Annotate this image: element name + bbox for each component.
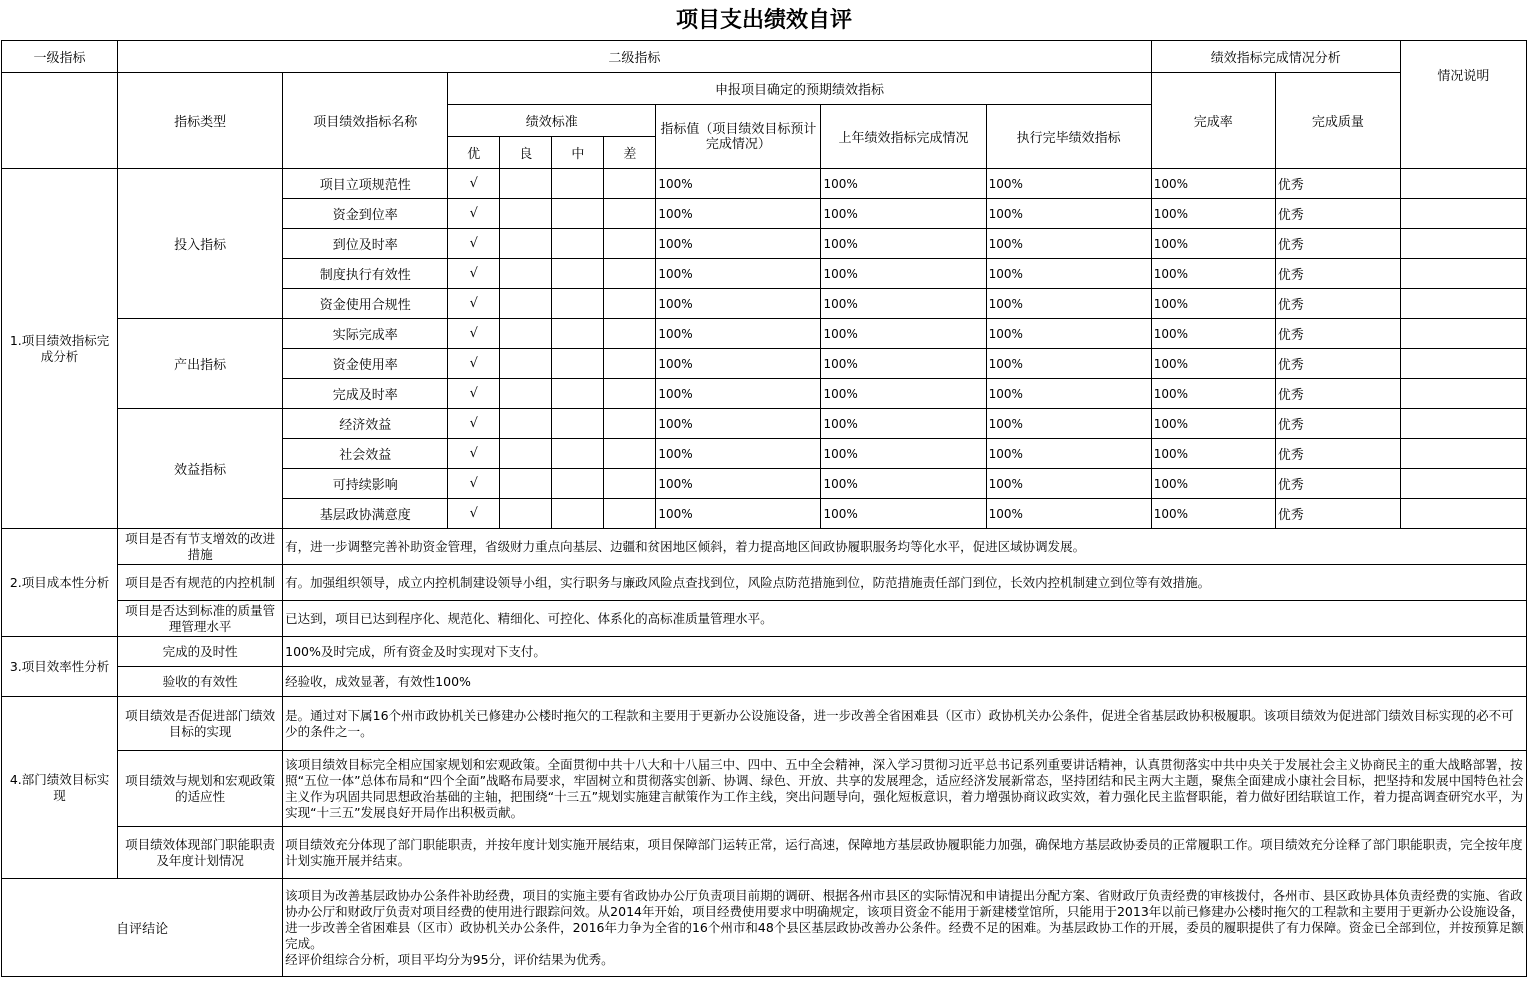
grade-good-cell bbox=[500, 319, 552, 349]
finished-value: 100% bbox=[986, 229, 1151, 259]
quality-value: 优秀 bbox=[1275, 379, 1400, 409]
indicator-name: 资金到位率 bbox=[283, 199, 448, 229]
criterion-name: 项目绩效体现部门职能职责及年度计划情况 bbox=[118, 827, 283, 879]
indicator-type: 投入指标 bbox=[118, 169, 283, 319]
criterion-name: 项目是否有规范的内控机制 bbox=[118, 565, 283, 601]
conclusion-score-text: 经评价组综合分析，项目平均分为95分，评价结果为优秀。 bbox=[285, 951, 614, 967]
last-year-value: 100% bbox=[821, 319, 986, 349]
grade-medium-cell bbox=[552, 319, 604, 349]
finished-value: 100% bbox=[986, 319, 1151, 349]
check-mark: √ bbox=[448, 349, 500, 379]
table-row bbox=[2, 529, 1527, 565]
grade-poor-cell bbox=[604, 469, 656, 499]
header-level1-spacer bbox=[2, 73, 118, 169]
grade-medium-cell bbox=[552, 229, 604, 259]
criterion-text: 项目绩效充分体现了部门职能职责，并按年度计划实施开展结束，项目保障部门运转正常，运行高速，保障地方基层政协履职能力加强，确保地方基层政协委员的正常履职工作。项目绩效充分诠释了部门职能职责，完全按年度计划实施开展并结束。 bbox=[283, 827, 1527, 879]
indicator-name: 基层政协满意度 bbox=[283, 499, 448, 529]
grade-good-cell bbox=[500, 169, 552, 199]
conclusion-text: 该项目为改善基层政协办公条件补助经费，项目的实施主要有省政协办公厅负责项目前期的调研、根据各州市县区的实际情况和申请提出分配方案、省财政厅负责经费的审核拨付，各州市、县区政协具体负责经费的实施、省政协办公厅和财政厅负责对项目经费的使用进行跟踪问效。从2014年开始，项目经费使用要求中明确规定，该项目资金不能用于新建楼堂馆所，只能用于2013年以前已修建办公楼时拖欠的工程款和主要用于更新办公设施设备，进一步改善全省困难县（区市）政协机关办公条件，2016年力争为全省的16个州市和48个县区基层政协改善办公条件。经费不足的困难。为基层政协工作的开展，委员的履职提供了有力保障。资金已全部到位，并按预算足额完成。 bbox=[285, 887, 1524, 951]
criterion-name: 项目绩效是否促进部门绩效目标的实现 bbox=[118, 697, 283, 751]
grade-good-cell bbox=[500, 499, 552, 529]
explain-cell bbox=[1400, 289, 1526, 319]
header-target-value: 指标值（项目绩效目标预计完成情况） bbox=[656, 105, 821, 169]
conclusion-cell bbox=[283, 879, 1527, 977]
header-level2: 二级指标 bbox=[118, 41, 1152, 73]
finished-value: 100% bbox=[986, 499, 1151, 529]
table-row bbox=[2, 169, 1527, 199]
check-mark: √ bbox=[448, 319, 500, 349]
conclusion-row bbox=[2, 879, 1527, 977]
last-year-value: 100% bbox=[821, 439, 986, 469]
target-value: 100% bbox=[656, 169, 821, 199]
finished-value: 100% bbox=[986, 289, 1151, 319]
rate-value: 100% bbox=[1151, 319, 1275, 349]
header-rate: 完成率 bbox=[1151, 73, 1275, 169]
target-value: 100% bbox=[656, 409, 821, 439]
quality-value: 优秀 bbox=[1275, 319, 1400, 349]
criterion-text: 经验收，成效显著，有效性100% bbox=[283, 667, 1527, 697]
criterion-name: 项目是否有节支增效的改进措施 bbox=[118, 529, 283, 565]
conclusion-label: 自评结论 bbox=[2, 879, 283, 977]
header-standard: 绩效标准 bbox=[448, 105, 656, 137]
table-row bbox=[2, 697, 1527, 751]
grade-poor-cell bbox=[604, 289, 656, 319]
rate-value: 100% bbox=[1151, 439, 1275, 469]
criterion-text: 是。通过对下属16个州市政协机关已修建办公楼时拖欠的工程款和主要用于更新办公设施设备，进一步改善全省困难县（区市）政协机关办公条件，促进全省基层政协积极履职。该项目绩效为促进部门绩效目标实现的必不可少的条件之一。 bbox=[283, 697, 1527, 751]
criterion-name: 完成的及时性 bbox=[118, 637, 283, 667]
grade-poor-cell bbox=[604, 409, 656, 439]
last-year-value: 100% bbox=[821, 229, 986, 259]
explain-cell bbox=[1400, 469, 1526, 499]
last-year-value: 100% bbox=[821, 469, 986, 499]
header-finished: 执行完毕绩效指标 bbox=[986, 105, 1151, 169]
rate-value: 100% bbox=[1151, 409, 1275, 439]
header-explain: 情况说明 bbox=[1400, 41, 1526, 169]
table-row bbox=[2, 319, 1527, 349]
grade-good-cell bbox=[500, 259, 552, 289]
finished-value: 100% bbox=[986, 349, 1151, 379]
check-mark: √ bbox=[448, 379, 500, 409]
check-mark: √ bbox=[448, 169, 500, 199]
indicator-type: 产出指标 bbox=[118, 319, 283, 409]
criterion-text: 该项目绩效目标完全相应国家规划和宏观政策。全面贯彻中共十八大和十八届三中、四中、五中全会精神，深入学习贯彻习近平总书记系列重要讲话精神，认真贯彻落实中共中央关于发展社会主义协商民主的重大战略部署，按照“五位一体”总体布局和“四个全面”战略布局要求，牢固树立和贯彻落实创新、协调、绿色、开放、共享的发展理念，适应经济发展新常态，坚持团结和民主两大主题，聚焦全面建成小康社会目标，把坚持和发展中国特色社会主义作为巩固共同思想政治基础的主轴，把围绕“十三五”规划实施建言献策作为工作主线，突出问题导向，强化短板意识，着力增强协商议政实效，着力强化民主监督职能，着力做好团结联谊工作，着力提高调查研究水平，为实现“十三五”发展良好开局作出积极贡献。 bbox=[283, 751, 1527, 827]
table-row bbox=[2, 637, 1527, 667]
section3-label: 3.项目效率性分析 bbox=[2, 637, 118, 697]
grade-medium-cell bbox=[552, 349, 604, 379]
finished-value: 100% bbox=[986, 169, 1151, 199]
grade-good-cell bbox=[500, 409, 552, 439]
grade-poor-cell bbox=[604, 319, 656, 349]
rate-value: 100% bbox=[1151, 199, 1275, 229]
indicator-name: 完成及时率 bbox=[283, 379, 448, 409]
table-row bbox=[2, 827, 1527, 879]
header-declared: 申报项目确定的预期绩效指标 bbox=[448, 73, 1151, 105]
quality-value: 优秀 bbox=[1275, 199, 1400, 229]
quality-value: 优秀 bbox=[1275, 439, 1400, 469]
evaluation-table bbox=[1, 40, 1527, 977]
grade-poor-cell bbox=[604, 499, 656, 529]
grade-good-cell bbox=[500, 349, 552, 379]
header-indicator-type: 指标类型 bbox=[118, 73, 283, 169]
rate-value: 100% bbox=[1151, 259, 1275, 289]
grade-good-cell bbox=[500, 289, 552, 319]
finished-value: 100% bbox=[986, 259, 1151, 289]
quality-value: 优秀 bbox=[1275, 499, 1400, 529]
criterion-name: 项目是否达到标准的质量管理管理水平 bbox=[118, 601, 283, 637]
last-year-value: 100% bbox=[821, 169, 986, 199]
grade-medium-cell bbox=[552, 289, 604, 319]
grade-medium-cell bbox=[552, 469, 604, 499]
indicator-name: 社会效益 bbox=[283, 439, 448, 469]
grade-medium: 中 bbox=[552, 137, 604, 169]
last-year-value: 100% bbox=[821, 499, 986, 529]
finished-value: 100% bbox=[986, 199, 1151, 229]
target-value: 100% bbox=[656, 319, 821, 349]
indicator-name: 资金使用合规性 bbox=[283, 289, 448, 319]
check-mark: √ bbox=[448, 499, 500, 529]
grade-good-cell bbox=[500, 439, 552, 469]
explain-cell bbox=[1400, 379, 1526, 409]
grade-poor-cell bbox=[604, 379, 656, 409]
grade-medium-cell bbox=[552, 439, 604, 469]
header-indicator-name: 项目绩效指标名称 bbox=[283, 73, 448, 169]
grade-medium-cell bbox=[552, 199, 604, 229]
grade-poor: 差 bbox=[604, 137, 656, 169]
section1-label: 1.项目绩效指标完成分析 bbox=[2, 169, 118, 529]
last-year-value: 100% bbox=[821, 259, 986, 289]
grade-poor-cell bbox=[604, 229, 656, 259]
criterion-name: 验收的有效性 bbox=[118, 667, 283, 697]
explain-cell bbox=[1400, 319, 1526, 349]
quality-value: 优秀 bbox=[1275, 409, 1400, 439]
finished-value: 100% bbox=[986, 439, 1151, 469]
rate-value: 100% bbox=[1151, 499, 1275, 529]
last-year-value: 100% bbox=[821, 379, 986, 409]
grade-poor-cell bbox=[604, 259, 656, 289]
grade-good-cell bbox=[500, 199, 552, 229]
grade-poor-cell bbox=[604, 199, 656, 229]
last-year-value: 100% bbox=[821, 199, 986, 229]
quality-value: 优秀 bbox=[1275, 349, 1400, 379]
table-row bbox=[2, 565, 1527, 601]
grade-good-cell bbox=[500, 229, 552, 259]
criterion-text: 有，进一步调整完善补助资金管理，省级财力重点向基层、边疆和贫困地区倾斜，着力提高地区间政协履职服务均等化水平，促进区域协调发展。 bbox=[283, 529, 1527, 565]
explain-cell bbox=[1400, 199, 1526, 229]
target-value: 100% bbox=[656, 289, 821, 319]
grade-medium-cell bbox=[552, 259, 604, 289]
explain-cell bbox=[1400, 439, 1526, 469]
finished-value: 100% bbox=[986, 379, 1151, 409]
rate-value: 100% bbox=[1151, 289, 1275, 319]
table-row bbox=[2, 409, 1527, 439]
last-year-value: 100% bbox=[821, 409, 986, 439]
target-value: 100% bbox=[656, 349, 821, 379]
header-level1: 一级指标 bbox=[2, 41, 118, 73]
check-mark: √ bbox=[448, 199, 500, 229]
indicator-name: 经济效益 bbox=[283, 409, 448, 439]
target-value: 100% bbox=[656, 229, 821, 259]
quality-value: 优秀 bbox=[1275, 169, 1400, 199]
table-row bbox=[2, 751, 1527, 827]
explain-cell bbox=[1400, 169, 1526, 199]
grade-good-cell bbox=[500, 469, 552, 499]
explain-cell bbox=[1400, 499, 1526, 529]
rate-value: 100% bbox=[1151, 229, 1275, 259]
quality-value: 优秀 bbox=[1275, 469, 1400, 499]
indicator-name: 制度执行有效性 bbox=[283, 259, 448, 289]
indicator-name: 实际完成率 bbox=[283, 319, 448, 349]
indicator-type: 效益指标 bbox=[118, 409, 283, 529]
indicator-name: 项目立项规范性 bbox=[283, 169, 448, 199]
grade-good-cell bbox=[500, 379, 552, 409]
check-mark: √ bbox=[448, 409, 500, 439]
grade-medium-cell bbox=[552, 409, 604, 439]
target-value: 100% bbox=[656, 439, 821, 469]
target-value: 100% bbox=[656, 499, 821, 529]
target-value: 100% bbox=[656, 259, 821, 289]
indicator-name: 可持续影响 bbox=[283, 469, 448, 499]
page-title: 项目支出绩效自评 bbox=[675, 8, 852, 33]
header-last-year: 上年绩效指标完成情况 bbox=[821, 105, 986, 169]
indicator-name: 到位及时率 bbox=[283, 229, 448, 259]
criterion-text: 有。加强组织领导，成立内控机制建设领导小组，实行职务与廉政风险点查找到位，风险点防范措施到位，防范措施责任部门到位，长效内控机制建立到位等有效措施。 bbox=[283, 565, 1527, 601]
rate-value: 100% bbox=[1151, 469, 1275, 499]
indicator-name: 资金使用率 bbox=[283, 349, 448, 379]
target-value: 100% bbox=[656, 469, 821, 499]
quality-value: 优秀 bbox=[1275, 289, 1400, 319]
criterion-text: 100%及时完成，所有资金及时实现对下支付。 bbox=[283, 637, 1527, 667]
last-year-value: 100% bbox=[821, 349, 986, 379]
quality-value: 优秀 bbox=[1275, 229, 1400, 259]
grade-poor-cell bbox=[604, 349, 656, 379]
section2-label: 2.项目成本性分析 bbox=[2, 529, 118, 637]
finished-value: 100% bbox=[986, 469, 1151, 499]
table-row bbox=[2, 601, 1527, 637]
section4-label: 4.部门绩效目标实现 bbox=[2, 697, 118, 879]
quality-value: 优秀 bbox=[1275, 259, 1400, 289]
target-value: 100% bbox=[656, 199, 821, 229]
grade-poor-cell bbox=[604, 169, 656, 199]
check-mark: √ bbox=[448, 259, 500, 289]
grade-medium-cell bbox=[552, 169, 604, 199]
check-mark: √ bbox=[448, 469, 500, 499]
criterion-text: 已达到，项目已达到程序化、规范化、精细化、可控化、体系化的高标准质量管理水平。 bbox=[283, 601, 1527, 637]
criterion-name: 项目绩效与规划和宏观政策的适应性 bbox=[118, 751, 283, 827]
explain-cell bbox=[1400, 259, 1526, 289]
finished-value: 100% bbox=[986, 409, 1151, 439]
explain-cell bbox=[1400, 229, 1526, 259]
grade-excellent: 优 bbox=[448, 137, 500, 169]
check-mark: √ bbox=[448, 229, 500, 259]
grade-poor-cell bbox=[604, 439, 656, 469]
grade-medium-cell bbox=[552, 499, 604, 529]
explain-cell bbox=[1400, 349, 1526, 379]
target-value: 100% bbox=[656, 379, 821, 409]
check-mark: √ bbox=[448, 439, 500, 469]
grade-medium-cell bbox=[552, 379, 604, 409]
grade-good: 良 bbox=[500, 137, 552, 169]
check-mark: √ bbox=[448, 289, 500, 319]
rate-value: 100% bbox=[1151, 349, 1275, 379]
header-quality: 完成质量 bbox=[1275, 73, 1400, 169]
rate-value: 100% bbox=[1151, 169, 1275, 199]
rate-value: 100% bbox=[1151, 379, 1275, 409]
explain-cell bbox=[1400, 409, 1526, 439]
header-analysis: 绩效指标完成情况分析 bbox=[1151, 41, 1400, 73]
last-year-value: 100% bbox=[821, 289, 986, 319]
table-row bbox=[2, 667, 1527, 697]
